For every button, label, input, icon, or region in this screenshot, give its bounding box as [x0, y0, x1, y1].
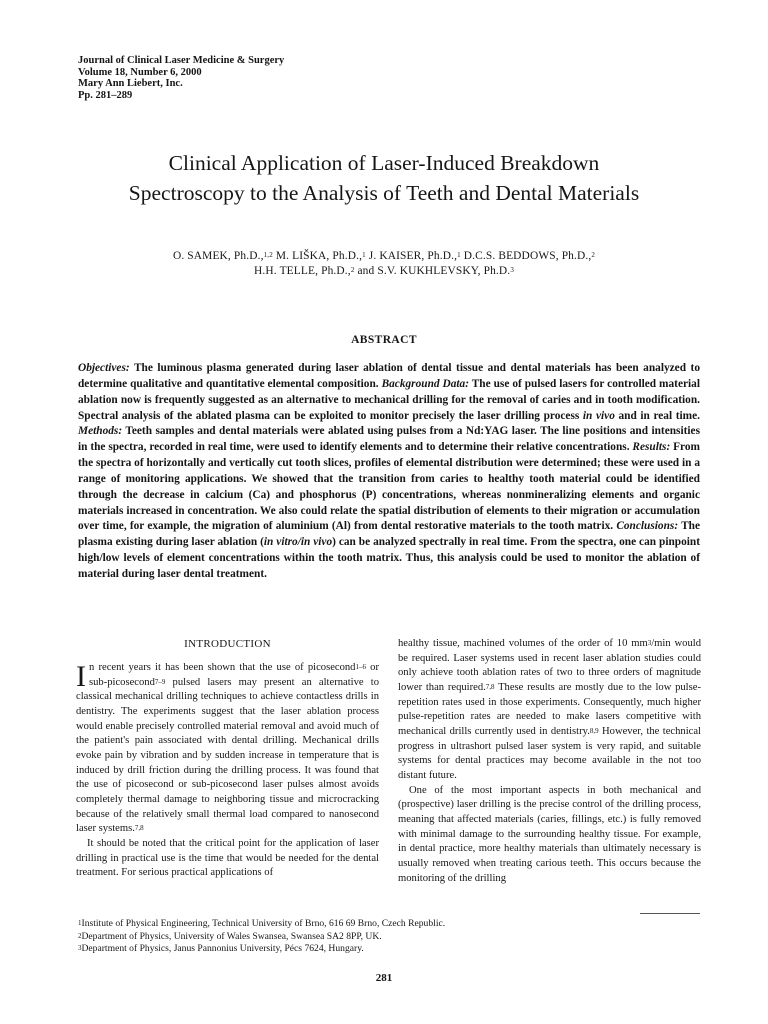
footnote-mark: 2 [78, 931, 82, 940]
footnote-mark: 1 [78, 919, 82, 927]
journal-name: Journal of Clinical Laser Medicine & Surgery [78, 55, 285, 66]
footnote-2 [78, 931, 700, 944]
affiliation-mark: 3 [510, 266, 514, 274]
intro-paragraph-1 [76, 661, 379, 837]
footnote-1 [78, 918, 700, 931]
objectives-label: Objectives: [78, 362, 130, 374]
affiliation-mark: 1 [362, 251, 366, 259]
intro-text: n recent years it has been shown that the use of picosecond [89, 662, 356, 673]
title-line-2: Spectroscopy to the Analysis of Teeth and Dental Materials [128, 181, 640, 205]
footnote-text: Department of Physics, Janus Pannonius University, Pécs 7624, Hungary. [81, 943, 364, 954]
in-vitro-in-vivo-term: in vitro/in vivo [263, 536, 333, 549]
objectives-text: The luminous plasma generated during laser ablation of dental tissue and dental materials has been analyzed to determine qualitative and quantitative elemental composition. [78, 362, 700, 390]
intro-text: or sub-picosecond [89, 662, 379, 688]
intro-paragraph-4: One of the most important aspects in both mechanical and (prospective) laser drilling is the precise control of the drilling process, meaning that affected materials (caries, fillings, etc.) is fully removed with minimal damage to the surrounding healthy tissue. For example, in dental practice, more healthy materials than ultimately necessary is usually removed when treating carious teeth. This occurs because the monitoring of the drilling [398, 784, 701, 884]
author-list [0, 249, 768, 279]
author-kukhlevsky: and S.V. KUKHLEVSKY, Ph.D. [354, 265, 511, 277]
author-telle: H.H. TELLE, Ph.D., [254, 265, 351, 277]
results-text: From the spectra of horizontally and vertically cut tooth slices, profiles of elemental distribution were determined; these were used in a range of monitoring applications. We showed that the transition from caries to healthy tooth material could be identified through the decrease in calcium (Ca) and phosphorus (P) concentrations, whereas nonmineralizing elements and organic materials increased in concentration. We also could relate the spatial distribution of elements to their migration or accumulation over time, for example, the migration of aluminium (Al) from dental restorative materials to the tooth matrix. [78, 441, 700, 533]
intro-paragraph-3 [398, 637, 701, 784]
methods-text: Teeth samples and dental materials were ablated using pulses from a Nd:YAG laser. The line positions and intensities in the spectra, recorded in real time, were used to identify elements and to determine their relative concentrations. [78, 425, 700, 454]
author-line-1 [0, 249, 768, 264]
affiliation-mark: 2 [350, 266, 355, 274]
affiliation-mark: 2 [591, 251, 596, 259]
citation: 8,9 [589, 726, 599, 735]
affiliation-mark: 1 [457, 251, 461, 259]
author-beddows: D.C.S. BEDDOWS, Ph.D., [460, 250, 592, 262]
abstract-heading: ABSTRACT [351, 334, 417, 346]
intro-text: pulsed lasers may present an alternative to classical mechanical drilling techniques to achieve contactless drills in dentistry. The experiments suggest that the laser ablation process would enable precisely controlled material removal and avoid much of the patient's pain associated with dental drilling. Mechanical drills evoke pain by vibration and by sudden increase in temperature that is induced by drill friction during the drilling process. It was found that the use of picosecond or sub-picosecond laser pulses almost avoids completely thermal damage to neighboring tissue and microcracking because of the relatively small thermal load compared to nanosecond laser systems. [76, 676, 379, 835]
affiliation-mark: 1,2 [263, 251, 273, 259]
intro-text: /min would be required. Laser systems used in recent laser ablation studies could only achieve tooth ablation rates of two to three orders of magnitude lower than required. [398, 638, 701, 693]
journal-header [78, 55, 284, 101]
intro-text: These results are mostly due to the low pulse-repetition rates used in those experiments. Consequently, much higher pulse-repetition rates are needed to make lasers competitive with mechanical drills currently used in dentistry. [398, 681, 701, 737]
journal-publisher: Mary Ann Liebert, Inc. [78, 78, 183, 89]
citation: 7,8 [134, 824, 144, 833]
journal-pages: Pp. 281–289 [78, 89, 133, 101]
introduction-heading: INTRODUCTION [184, 638, 271, 650]
methods-label: Methods: [78, 425, 123, 438]
footnotes [78, 918, 700, 956]
footnote-text: Institute of Physical Engineering, Technical University of Brno, 616 69 Brno, Czech Republic. [81, 918, 446, 929]
footnote-3 [78, 943, 700, 956]
author-liska: M. LIŠKA, Ph.D., [272, 250, 363, 262]
intro-paragraph-2: It should be noted that the critical point for the application of laser drilling in practical use is the time that would be needed for the dental treatment. For serious practical applications of [76, 837, 379, 879]
drop-cap: I [76, 660, 86, 693]
footnote-divider [640, 913, 700, 914]
in-vivo-term: in vivo [582, 409, 615, 422]
background-text: The use of pulsed lasers for controlled material ablation now is frequently suggested as an alternative to mechanical drilling for the removal of caries and in tooth modification. Spectral analysis of the ablated plasma can be exploited to monitor precisely the laser drilling process [78, 377, 700, 422]
background-label: Background Data: [381, 377, 469, 390]
footnote-mark: 3 [78, 944, 82, 952]
abstract-body [78, 361, 700, 583]
paper-title [0, 148, 768, 208]
intro-text: However, the technical progress in ultrashort pulsed laser system is very rapid, and suitable systems for dental practices may become available in the not too distant future. [398, 725, 702, 781]
background-text-2: and in real time. [614, 409, 700, 422]
left-column [76, 637, 379, 881]
citation: 1–6 [355, 663, 366, 671]
author-kaiser: J. KAISER, Ph.D., [365, 250, 458, 262]
results-label: Results: [632, 441, 671, 454]
page-number: 281 [375, 972, 393, 984]
conclusions-text-2: ) can be analyzed spectrally in real time. From the spectra, one can pinpoint high/low levels of element concentrations within the tooth matrix. Thus, this analysis could be used to monitor the ablation of material during laser dental treatment. [78, 536, 700, 580]
citation: 7–9 [154, 677, 166, 686]
intro-text: healthy tissue, machined volumes of the order of 10 mm [398, 638, 648, 649]
citation: 7,8 [485, 682, 495, 691]
conclusions-text: The plasma existing during laser ablation ( [78, 520, 701, 549]
journal-volume: Volume 18, Number 6, 2000 [78, 66, 202, 78]
author-samek: O. SAMEK, Ph.D., [172, 250, 264, 262]
footnote-text: Department of Physics, University of Wales Swansea, Swansea SA2 8PP, UK. [81, 930, 382, 942]
author-line-2 [0, 264, 768, 279]
title-line-1: Clinical Application of Laser-Induced Breakdown [168, 151, 600, 175]
superscript: 3 [647, 639, 652, 647]
right-column [398, 637, 701, 886]
conclusions-label: Conclusions: [616, 520, 679, 533]
